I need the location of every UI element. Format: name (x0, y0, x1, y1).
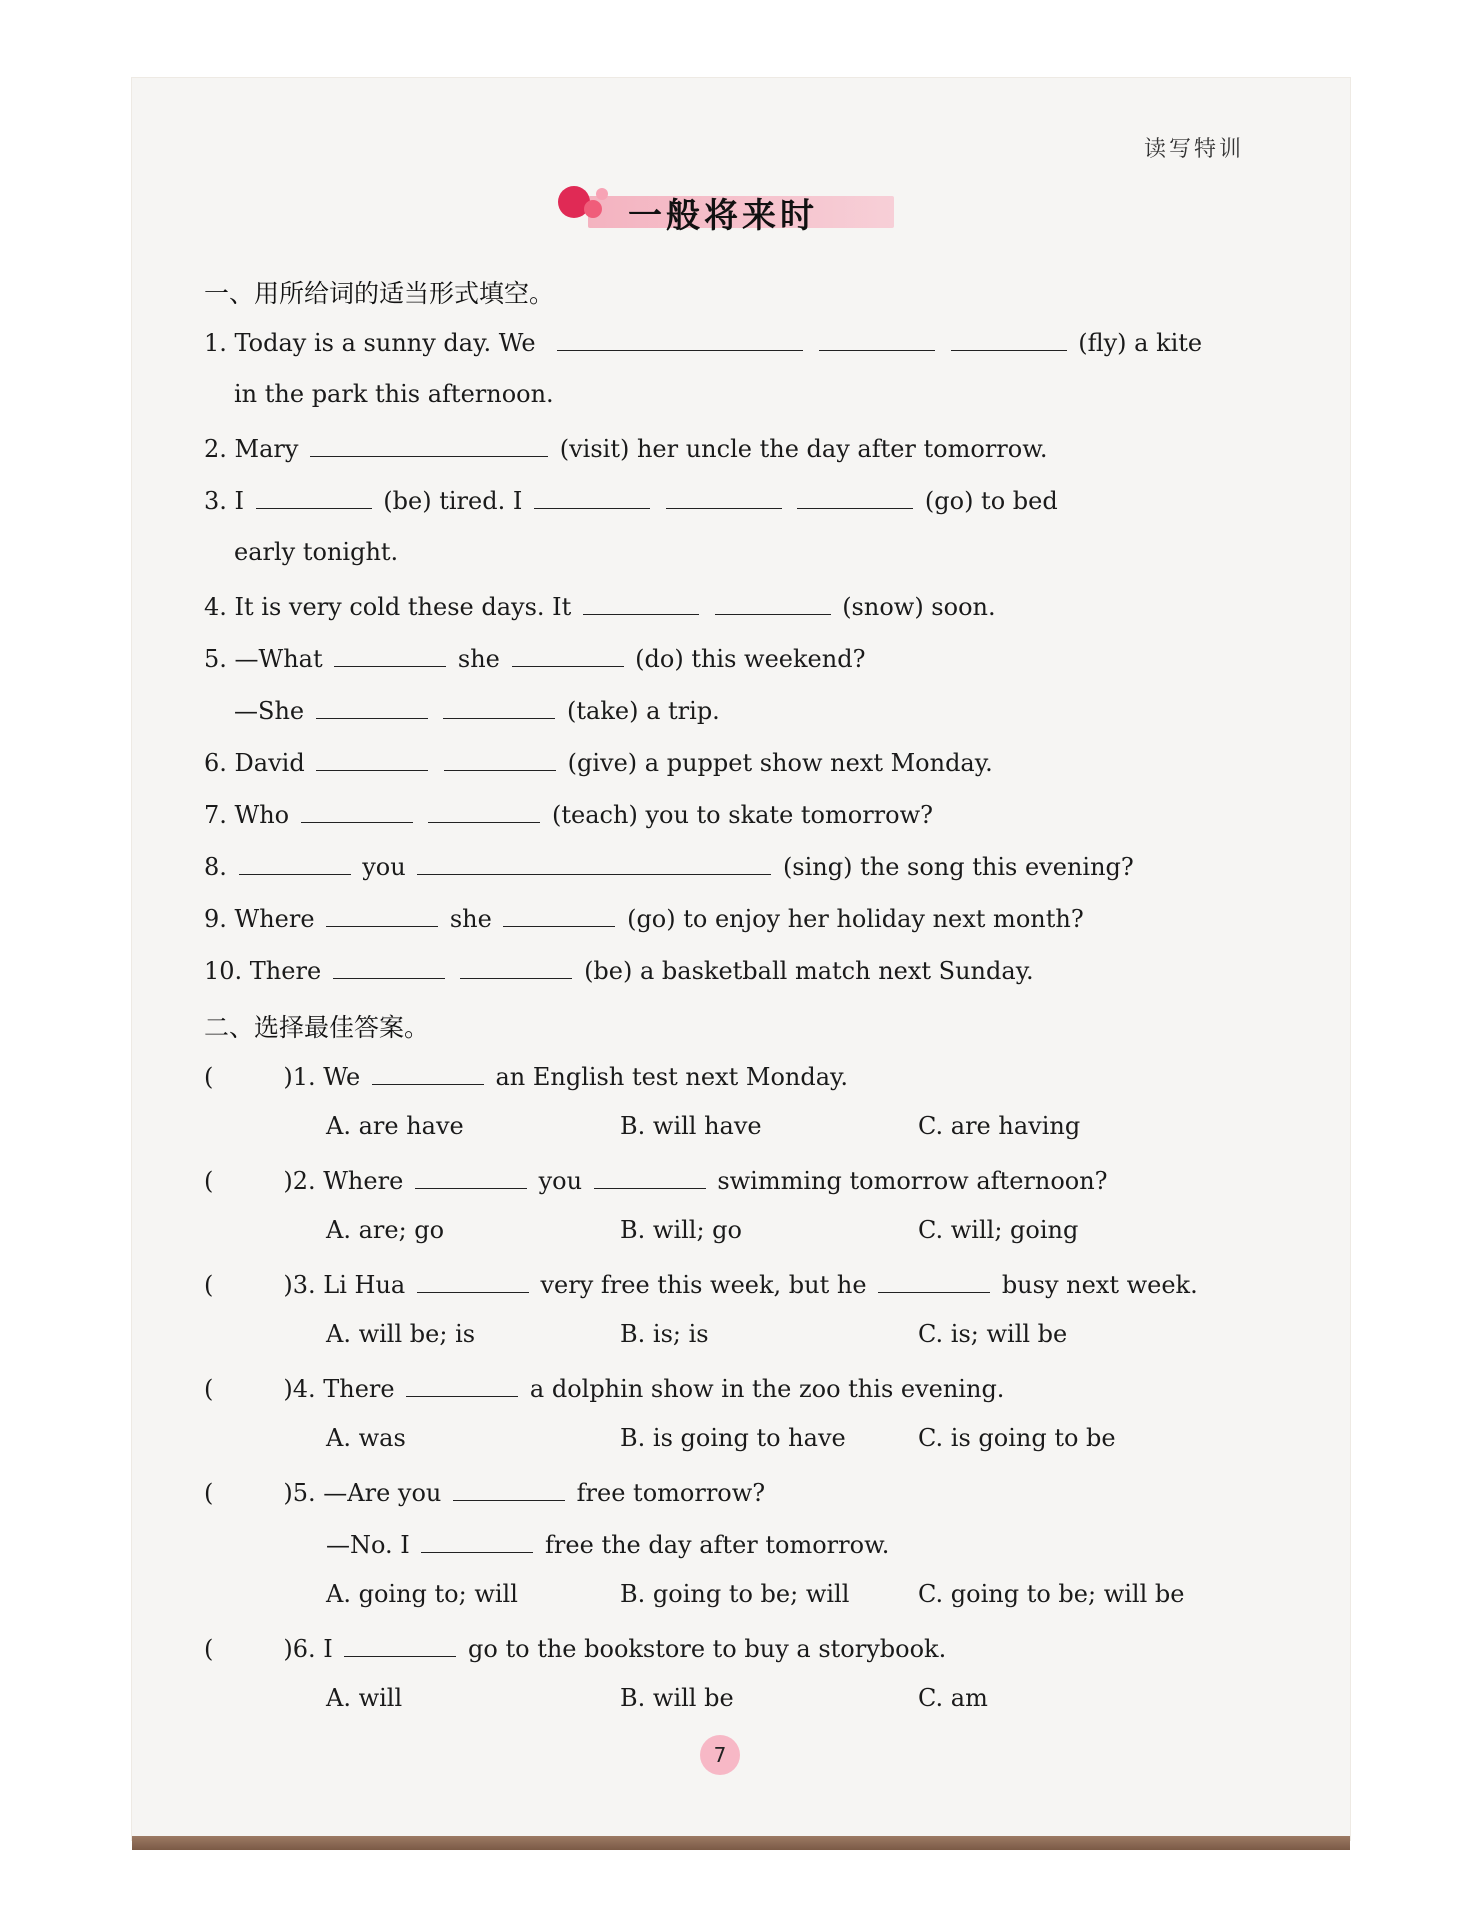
question-3 (204, 484, 1058, 515)
answer-paren: ( (204, 1063, 214, 1091)
answer-blank[interactable] (819, 326, 935, 351)
question-text: (be) a basketball match next Sunday. (584, 957, 1034, 985)
mc-question-5-reply (326, 1528, 889, 1559)
section-1-heading: 一、用所给词的适当形式填空。 (204, 279, 555, 308)
question-text: )5. —Are you (283, 1479, 442, 1507)
question-text: 1. Today is a sunny day. We (204, 329, 536, 357)
mc-question-1 (204, 1060, 848, 1091)
answer-blank[interactable] (421, 1528, 533, 1553)
option-c[interactable]: C. going to be; will be (918, 1580, 1185, 1608)
answer-blank[interactable] (428, 798, 540, 823)
question-text: busy next week. (1001, 1271, 1198, 1299)
question-text: 4. It is very cold these days. It (204, 593, 572, 621)
question-text: a dolphin show in the zoo this evening. (529, 1375, 1005, 1403)
question-text: )4. There (283, 1375, 395, 1403)
option-c[interactable]: C. am (918, 1684, 988, 1712)
question-text: 10. There (204, 957, 322, 985)
option-b[interactable]: B. going to be; will (620, 1580, 850, 1608)
section-2-heading: 二、选择最佳答案。 (204, 1013, 430, 1042)
question-5 (204, 642, 865, 673)
option-b[interactable]: B. is; is (620, 1320, 709, 1348)
option-c[interactable]: C. will; going (918, 1216, 1079, 1244)
mc-question-6 (204, 1632, 946, 1663)
question-text: (sing) the song this evening? (782, 853, 1134, 881)
question-text: she (457, 645, 500, 673)
answer-blank[interactable] (443, 694, 555, 719)
page-bottom-edge (132, 1836, 1350, 1850)
decor-dot-icon (596, 188, 608, 200)
answer-blank[interactable] (316, 694, 428, 719)
mc-question-3 (204, 1268, 1198, 1299)
question-text: free tomorrow? (576, 1479, 766, 1507)
answer-blank[interactable] (878, 1268, 990, 1293)
option-a[interactable]: A. will be; is (326, 1320, 476, 1348)
question-text: an English test next Monday. (495, 1063, 849, 1091)
answer-blank[interactable] (534, 484, 650, 509)
answer-blank[interactable] (594, 1164, 706, 1189)
question-text: (give) a puppet show next Monday. (567, 749, 993, 777)
question-text: (teach) you to skate tomorrow? (552, 801, 934, 829)
question-text: (fly) a kite (1078, 329, 1203, 357)
question-text: (do) this weekend? (635, 645, 866, 673)
question-4 (204, 590, 996, 621)
question-text: 9. Where (204, 905, 315, 933)
question-1-cont: in the park this afternoon. (234, 380, 554, 408)
option-a[interactable]: A. going to; will (326, 1580, 518, 1608)
question-text: go to the bookstore to buy a storybook. (468, 1635, 947, 1663)
question-text: —She (234, 697, 305, 725)
answer-blank[interactable] (406, 1372, 518, 1397)
answer-blank[interactable] (453, 1476, 565, 1501)
option-a[interactable]: A. are have (326, 1112, 464, 1140)
question-text: (visit) her uncle the day after tomorrow. (559, 435, 1048, 463)
question-text: swimming tomorrow afternoon? (717, 1167, 1108, 1195)
mc-question-5 (204, 1476, 765, 1507)
answer-blank[interactable] (344, 1632, 456, 1657)
answer-blank[interactable] (797, 484, 913, 509)
question-text: —No. I (326, 1531, 410, 1559)
question-text: 6. David (204, 749, 305, 777)
title-banner (548, 176, 894, 234)
answer-blank[interactable] (503, 902, 615, 927)
question-10 (204, 954, 1034, 985)
question-text: (take) a trip. (567, 697, 720, 725)
answer-blank[interactable] (256, 484, 372, 509)
question-5-answer (234, 694, 720, 725)
answer-blank[interactable] (583, 590, 699, 615)
answer-blank[interactable] (333, 954, 445, 979)
question-text: )1. We (283, 1063, 361, 1091)
header-label: 读写特训 (1143, 137, 1244, 162)
question-text: 5. —What (204, 645, 323, 673)
answer-blank[interactable] (951, 326, 1067, 351)
answer-blank[interactable] (417, 1268, 529, 1293)
question-1 (204, 326, 1202, 357)
question-6 (204, 746, 993, 777)
question-text: (snow) soon. (842, 593, 996, 621)
answer-paren: ( (204, 1479, 214, 1507)
answer-paren: ( (204, 1271, 214, 1299)
answer-blank[interactable] (666, 484, 782, 509)
answer-blank[interactable] (239, 850, 351, 875)
question-9 (204, 902, 1084, 933)
answer-blank[interactable] (415, 1164, 527, 1189)
answer-blank[interactable] (417, 850, 771, 875)
answer-blank[interactable] (460, 954, 572, 979)
page-title: 一般将来时 (628, 196, 818, 236)
answer-blank[interactable] (326, 902, 438, 927)
question-text: )3. Li Hua (283, 1271, 406, 1299)
question-text: very free this week, but he (540, 1271, 867, 1299)
question-2 (204, 432, 1048, 463)
question-text: 8. (204, 853, 227, 881)
question-text: (go) to bed (924, 487, 1058, 515)
question-text: 2. Mary (204, 435, 299, 463)
question-text: she (449, 905, 492, 933)
answer-blank[interactable] (334, 642, 446, 667)
option-c[interactable]: C. is going to be (918, 1424, 1116, 1452)
option-b[interactable]: B. will; go (620, 1216, 742, 1244)
page-number: 7 (700, 1735, 740, 1775)
question-8 (204, 850, 1134, 881)
option-c[interactable]: C. is; will be (918, 1320, 1068, 1348)
option-b[interactable]: B. is going to have (620, 1424, 846, 1452)
option-c[interactable]: C. are having (918, 1112, 1081, 1140)
option-a[interactable]: A. are; go (326, 1216, 445, 1244)
option-a[interactable]: A. will (326, 1684, 403, 1712)
decor-dot-icon (584, 200, 602, 218)
question-text: 3. I (204, 487, 245, 515)
answer-paren: ( (204, 1167, 214, 1195)
answer-blank[interactable] (557, 326, 803, 351)
question-text: you (362, 853, 406, 881)
answer-blank[interactable] (372, 1060, 484, 1085)
mc-question-4 (204, 1372, 1004, 1403)
answer-paren: ( (204, 1375, 214, 1403)
question-text: 7. Who (204, 801, 290, 829)
question-text: )6. I (283, 1635, 333, 1663)
question-text: (be) tired. I (383, 487, 523, 515)
option-a[interactable]: A. was (326, 1424, 406, 1452)
question-text: free the day after tomorrow. (545, 1531, 890, 1559)
question-3-cont: early tonight. (234, 538, 399, 566)
question-text: (go) to enjoy her holiday next month? (627, 905, 1084, 933)
question-7 (204, 798, 933, 829)
answer-paren: ( (204, 1635, 214, 1663)
answer-blank[interactable] (301, 798, 413, 823)
question-text: you (538, 1167, 583, 1195)
answer-blank[interactable] (444, 746, 556, 771)
option-b[interactable]: B. will be (620, 1684, 734, 1712)
option-b[interactable]: B. will have (620, 1112, 762, 1140)
answer-blank[interactable] (310, 432, 548, 457)
answer-blank[interactable] (512, 642, 624, 667)
answer-blank[interactable] (715, 590, 831, 615)
answer-blank[interactable] (316, 746, 428, 771)
question-text: )2. Where (283, 1167, 404, 1195)
mc-question-2 (204, 1164, 1108, 1195)
